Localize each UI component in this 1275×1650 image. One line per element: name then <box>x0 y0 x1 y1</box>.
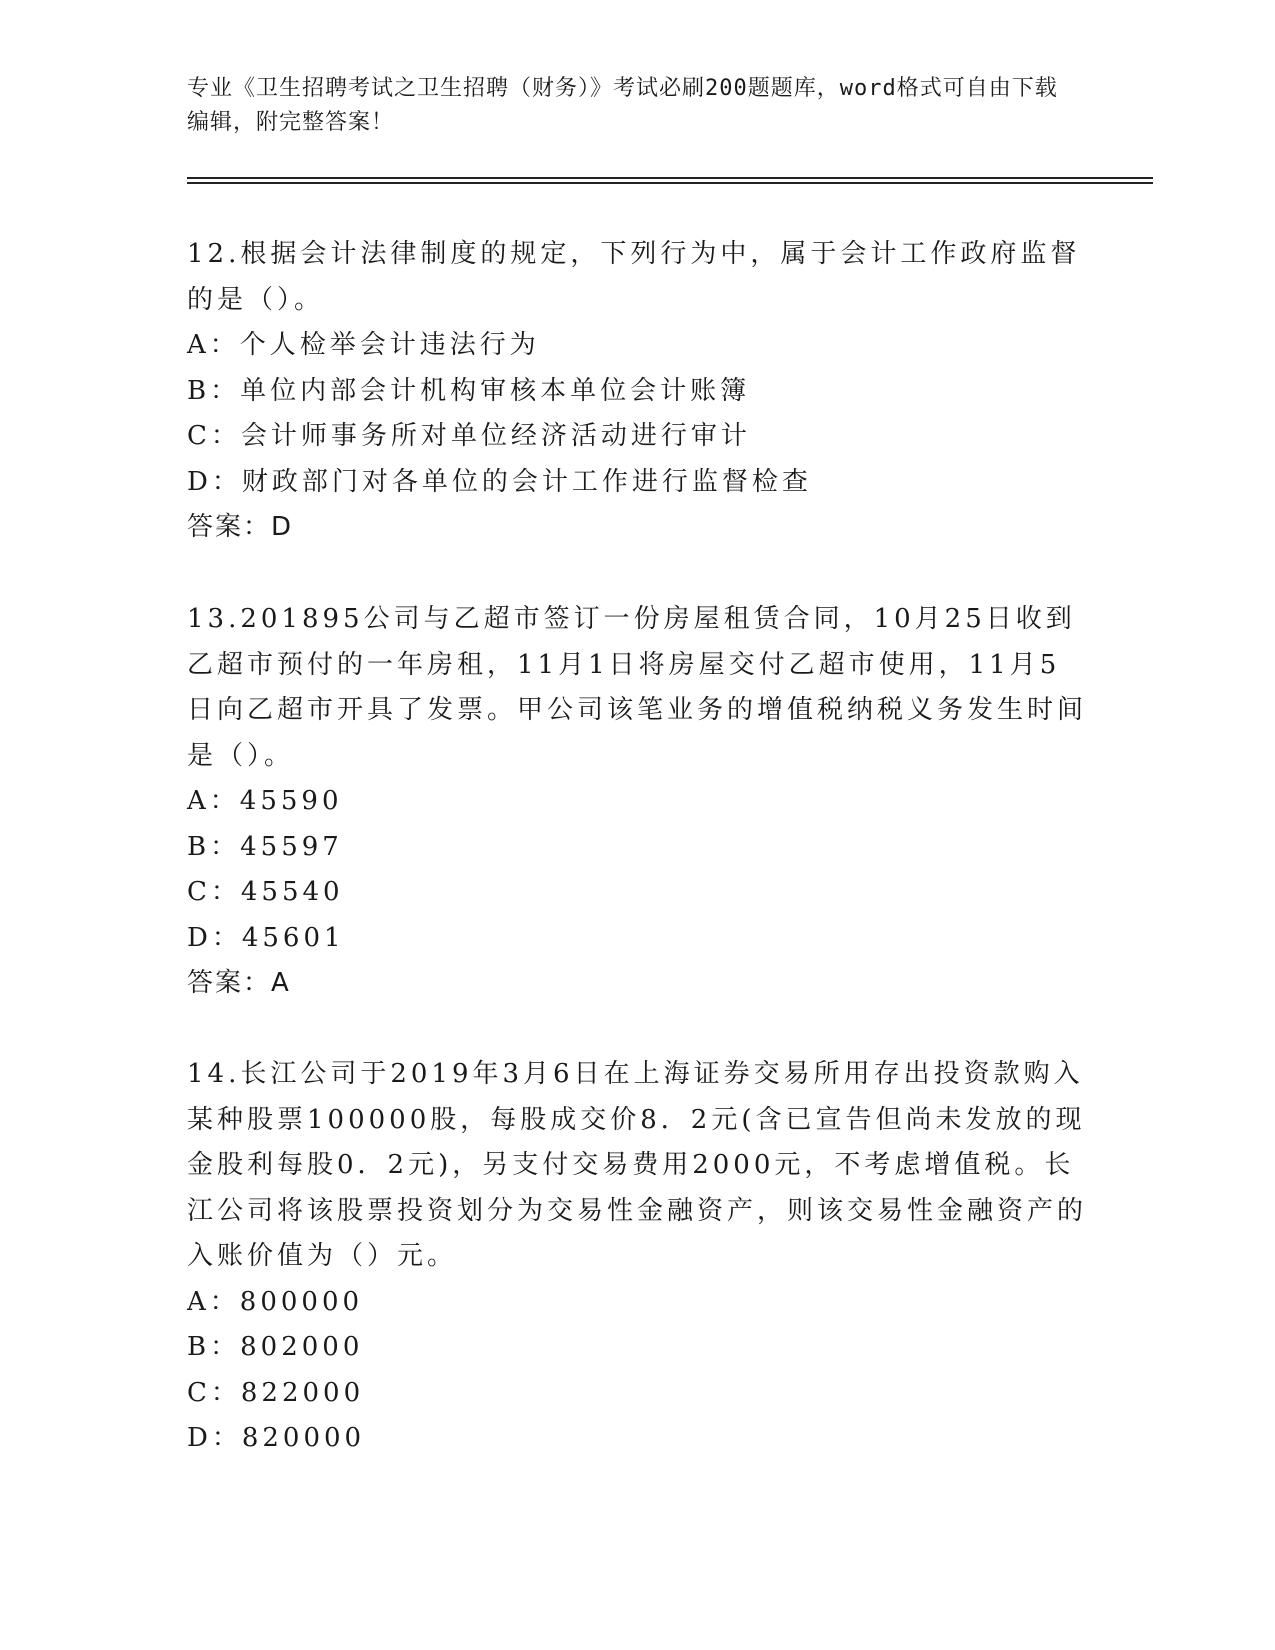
option-a: A：800000 <box>187 1286 364 1317</box>
option-d: D：财政部门对各单位的会计工作进行监督检查 <box>187 466 812 497</box>
header-divider-top <box>187 177 1153 179</box>
option-d: D：820000 <box>187 1423 366 1453</box>
question-stem: 13.201895公司与乙超市签订一份房屋租赁合同，10月25日收到乙超市预付的一年房租，11月1日将房屋交付乙超市使用，11月5日向乙超市开具了发票。甲公司该笔业务的增值税纳税义务发生时间是（）。 <box>187 604 1088 771</box>
question-stem: 14.长江公司于2019年3月6日在上海证券交易所用存出投资款购入某种股票100000股，每股成交价8．2元(含已宣告但尚未发放的现金股利每股0．2元)，另支付交易费用2000元，不考虑增值税。长江公司将该股票投资划分为交易性金融资产，则该交易性金融资产的入账价值为（）元。 <box>187 1059 1088 1271</box>
question-12 <box>187 232 1087 551</box>
option-b: B：单位内部会计机构审核本单位会计账簿 <box>187 375 751 406</box>
option-b: B：802000 <box>187 1332 364 1362</box>
question-stem: 12.根据会计法律制度的规定，下列行为中，属于会计工作政府监督的是（）。 <box>187 239 1081 315</box>
document-header: 专业《卫生招聘考试之卫生招聘（财务）》考试必刷200题题库，word格式可自由下载编辑，附完整答案！ <box>187 76 1058 135</box>
option-a: A：个人检举会计违法行为 <box>187 330 540 360</box>
option-c: C：45540 <box>187 877 344 907</box>
question-14 <box>187 1052 1087 1462</box>
option-c: C：会计师事务所对单位经济活动进行审计 <box>187 421 751 451</box>
option-b: B：45597 <box>187 831 343 862</box>
header-divider-bottom <box>187 182 1153 184</box>
option-a: A：45590 <box>187 786 343 816</box>
option-c: C：822000 <box>187 1377 365 1408</box>
option-d: D：45601 <box>187 922 345 953</box>
answer-label: 答案：A <box>187 968 291 998</box>
answer-label: 答案：D <box>187 512 294 542</box>
question-13 <box>187 597 1087 1007</box>
